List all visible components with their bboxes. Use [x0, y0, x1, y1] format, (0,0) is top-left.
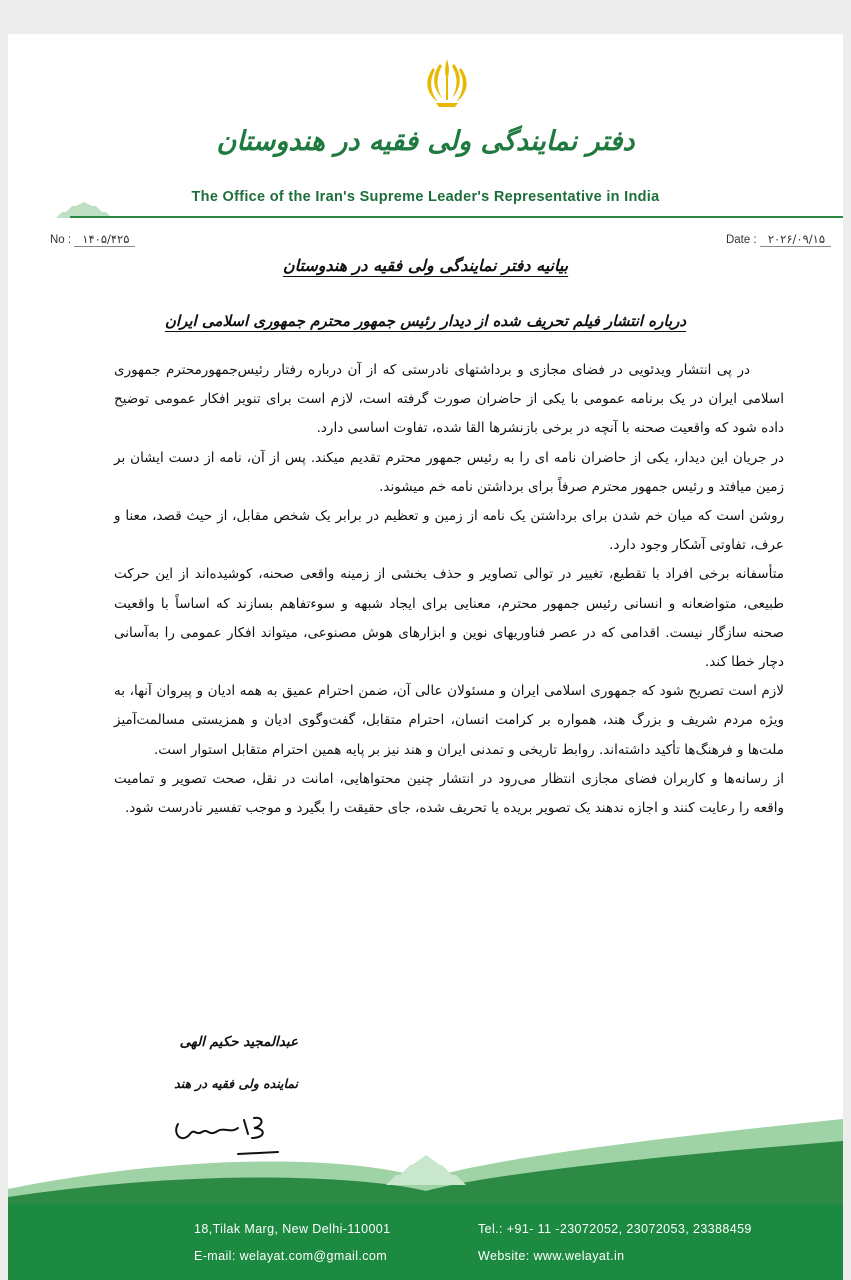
- letter-number: [50, 232, 135, 247]
- statement-subject: درباره انتشار فیلم تحریف شده از دیدار رئیس جمهور محترم جمهوری اسلامی ایران: [164, 312, 687, 330]
- letter-date-value: ۲۰۲۶/۰۹/۱۵: [760, 232, 831, 247]
- footer-phone: Tel.: +91- 11 -23072052, 23072053, 23388459: [478, 1222, 752, 1236]
- statement-heading: بیانیه دفتر نمایندگی ولی فقیه در هندوستان: [282, 256, 569, 275]
- statement-body: [114, 356, 784, 823]
- paragraph: متأسفانه برخی افراد با تقطیع، تغییر در توالی تصاویر و حذف بخشی از زمینه واقعی صحنه، کوشیده‌اند از این حرکت طبیعی، متواضعانه و انسانی رئیس جمهور محترم، معنایی برای ایجاد شبهه و سوءتفاهم بسازند که اساساً با واقعیت صحنه سازگار نیست. اقدامی که در عصر فناوریهای نوین و ابزارهای هوش مصنوعی، میتواند افکار عمومی را به‌آسانی دچار خطا کند.: [114, 566, 784, 671]
- office-title-persian: دفتر نمایندگی ولی فقیه در هندوستان: [216, 126, 635, 157]
- paragraph: روشن است که میان خم شدن برای برداشتن یک نامه از زمین و تعظیم در برابر یک شخص مقابل، از حیث قصد، معنا و عرف، تفاوتی آشکار وجود دارد.: [114, 508, 784, 554]
- paragraph: در جریان این دیدار، یکی از حاضران نامه ای را به رئیس جمهور محترم تقدیم میکند. پس از آن، نامه از دست ایشان بر زمین میافتد و رئیس جمهور محترم صرفاً برای برداشتن نامه خم میشوند.: [114, 449, 784, 495]
- signature-block: [168, 1034, 298, 1091]
- signer-name: عبدالمجید حکیم الهی: [179, 1034, 298, 1050]
- footer-wave-ornament-icon: [8, 1119, 843, 1204]
- header-divider: [70, 216, 843, 218]
- paragraph: در پی انتشار ویدئویی در فضای مجازی و برداشتهای نادرستی که از آن درباره رفتار رئیس‌جمهورمحترم جمهوری اسلامی ایران در یک برنامه عمومی با یکی از حاضران صورت گرفته است، لازم است برای تنویر افکار عمومی توضیح داده شود که واقعیت صحنه با آنچه در برخی بازنشرها القا شده، تفاوت اساسی دارد.: [114, 362, 784, 437]
- letter-number-value: ۱۴۰۵/۴۲۵: [74, 232, 135, 247]
- iran-emblem-icon: [422, 56, 472, 112]
- letter-sheet: [8, 34, 843, 1280]
- signer-title: نماینده ولی فقیه در هند: [174, 1076, 298, 1091]
- footer-email: E-mail: welayat.com@gmail.com: [194, 1249, 388, 1263]
- letter-number-label: No :: [50, 234, 72, 246]
- footer-website: Website: www.welayat.in: [478, 1249, 625, 1263]
- contact-footer: [8, 1204, 843, 1280]
- letter-date-label: Date :: [725, 234, 757, 246]
- paragraph: لازم است تصریح شود که جمهوری اسلامی ایران و مسئولان عالی آن، ضمن احترام عمیق به همه ادیان و پیروان آنها، به ویژه مردم شریف و بزرگ هند، همواره بر کرامت انسان، احترام متقابل، گفت‌وگوی ادیان و همزیستی مسالمت‌آمیز ملت‌ها و فرهنگ‌ها تأکید داشته‌اند. روابط تاریخی و تمدنی ایران و هند نیز بر پایه همین احترام متقابل استوار است.: [114, 683, 784, 758]
- paragraph: از رسانه‌ها و کاربران فضای مجازی انتظار می‌رود در انتشار چنین محتواهایی، امانت در نقل، صحت تصویر و تمامیت واقعه را رعایت کنند و اجازه ندهند یک تصویر بریده یا تحریف شده، جای حقیقت را بگیرد و موجب تفسیر نادرست شود.: [114, 770, 784, 817]
- letter-date: [726, 232, 831, 247]
- footer-address: 18,Tilak Marg, New Delhi-110001: [194, 1222, 391, 1236]
- office-title-english: The Office of the Iran's Supreme Leader's Representative in India: [191, 189, 660, 205]
